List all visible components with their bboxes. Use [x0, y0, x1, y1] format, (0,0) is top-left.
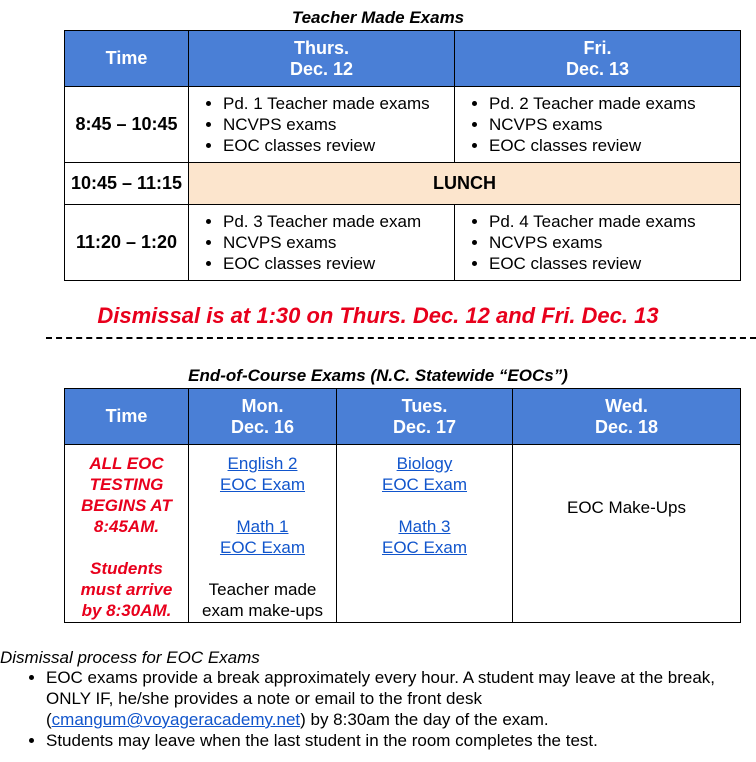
teacher-exams-table: [64, 30, 741, 281]
section-divider: [46, 337, 756, 339]
list-item: • EOC classes review: [489, 135, 740, 156]
friday-slot-2: [455, 205, 741, 281]
eoc-exams-table: [64, 388, 741, 623]
header-thursday: Thurs. Dec. 12: [189, 31, 455, 87]
tuesday-cell: [337, 445, 513, 623]
math1-eoc-link[interactable]: Math 1 EOC Exam: [219, 517, 306, 557]
list-item: • EOC classes review: [223, 135, 454, 156]
list-item: • Pd. 3 Teacher made exam: [223, 211, 454, 232]
biology-eoc-link[interactable]: Biology EOC Exam: [381, 454, 468, 494]
thursday-slot-2: [189, 205, 455, 281]
time-slot-lunch: 10:45 – 11:15: [65, 163, 189, 205]
time-slot-1: 8:45 – 10:45: [65, 87, 189, 163]
header-tuesday: Tues. Dec. 17: [337, 389, 513, 445]
list-item: • NCVPS exams: [223, 114, 454, 135]
makeup-note: Teacher made: [208, 580, 317, 599]
eoc-time-note: ALL EOC TESTING BEGINS AT 8:45AM. Students must arrive by 8:30AM.: [65, 445, 189, 623]
lunch-cell: LUNCH: [189, 163, 741, 205]
process-title: Dismissal process for EOC Exams: [0, 648, 260, 667]
list-item: • Students may leave when the last student in the room completes the test.: [46, 730, 740, 751]
wednesday-cell: [513, 445, 741, 623]
header-wednesday: Wed. Dec. 18: [513, 389, 741, 445]
friday-slot-1: [455, 87, 741, 163]
list-item: • EOC classes review: [223, 253, 454, 274]
math3-eoc-link[interactable]: Math 3 EOC Exam: [381, 517, 468, 557]
teacher-exams-caption: Teacher Made Exams: [291, 8, 465, 27]
process-list: [0, 667, 740, 751]
list-item: • NCVPS exams: [489, 114, 740, 135]
thursday-slot-1: [189, 87, 455, 163]
time-slot-2: 11:20 – 1:20: [65, 205, 189, 281]
list-item: • NCVPS exams: [223, 232, 454, 253]
list-item: • NCVPS exams: [489, 232, 740, 253]
header-monday: Mon. Dec. 16: [189, 389, 337, 445]
list-item: • Pd. 2 Teacher made exams: [489, 93, 740, 114]
list-item: • EOC exams provide a break approximately every hour. A student may leave at the break, ONLY IF, he/she provides a note or email to the front desk (cmangum@voyageracademy.net) by 8:30am the day of the exam.: [46, 667, 740, 730]
makeups-label: EOC Make-Ups: [566, 498, 687, 517]
email-link[interactable]: cmangum@voyageracademy.net: [51, 710, 301, 729]
monday-cell: English 2 EOC Exam Math 1 EOC Exam Teacher made exam make-ups: [189, 445, 337, 623]
list-item: • Pd. 4 Teacher made exams: [489, 211, 740, 232]
list-item: • EOC classes review: [489, 253, 740, 274]
header-friday: Fri. Dec. 13: [455, 31, 741, 87]
eoc-exams-caption: End-of-Course Exams (N.C. Statewide “EOCs”): [188, 366, 568, 385]
list-item: • Pd. 1 Teacher made exams: [223, 93, 454, 114]
header-time: Time: [65, 31, 189, 87]
dismissal-notice: Dismissal is at 1:30 on Thurs. Dec. 12 and Fri. Dec. 13: [97, 303, 659, 328]
english2-eoc-link[interactable]: English 2 EOC Exam: [219, 454, 306, 494]
eoc-header-time: Time: [65, 389, 189, 445]
